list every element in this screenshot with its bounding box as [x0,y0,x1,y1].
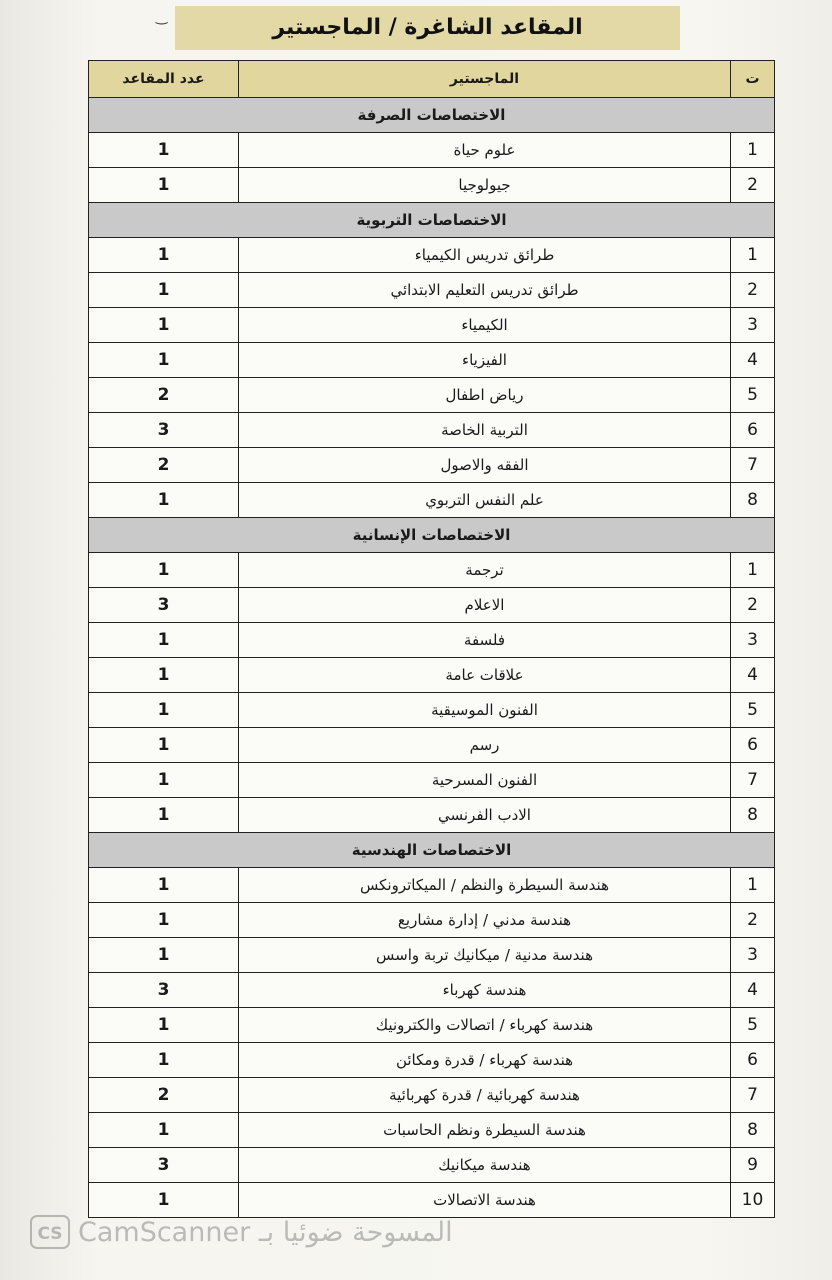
table-row [89,553,775,588]
row-number: 6 [731,728,775,763]
seat-count: 2 [89,1078,239,1113]
row-number: 2 [731,168,775,203]
seat-count: 1 [89,483,239,518]
row-number: 3 [731,623,775,658]
table-row [89,798,775,833]
table-row [89,763,775,798]
row-number: 1 [731,553,775,588]
column-header-program: الماجستير [239,61,731,98]
program-name: رسم [239,728,731,763]
row-number: 5 [731,693,775,728]
seat-count: 1 [89,623,239,658]
program-name: علوم حياة [239,133,731,168]
program-name: التربية الخاصة [239,413,731,448]
section-header-row [89,98,775,133]
row-number: 4 [731,658,775,693]
program-name: ترجمة [239,553,731,588]
table-row [89,623,775,658]
seat-count: 1 [89,238,239,273]
program-name: طرائق تدريس التعليم الابتدائي [239,273,731,308]
row-number: 4 [731,343,775,378]
seat-count: 1 [89,273,239,308]
seat-count: 1 [89,343,239,378]
seat-count: 1 [89,728,239,763]
program-name: الفقه والاصول [239,448,731,483]
program-name: فلسفة [239,623,731,658]
row-number: 5 [731,1008,775,1043]
program-name: هندسة الاتصالات [239,1183,731,1218]
seat-count: 1 [89,938,239,973]
seat-count: 1 [89,308,239,343]
camscanner-logo-icon: CS [30,1215,70,1249]
section-header-row [89,203,775,238]
row-number: 7 [731,1078,775,1113]
seat-count: 1 [89,693,239,728]
program-name: جيولوجيا [239,168,731,203]
table-row [89,1043,775,1078]
seat-count: 3 [89,1148,239,1183]
seat-count: 1 [89,658,239,693]
program-name: هندسة السيطرة والنظم / الميكاترونكس [239,868,731,903]
row-number: 3 [731,308,775,343]
row-number: 10 [731,1183,775,1218]
seat-count: 3 [89,588,239,623]
program-name: رياض اطفال [239,378,731,413]
section-title: الاختصاصات الإنسانية [89,518,775,553]
program-name: علم النفس التربوي [239,483,731,518]
column-header-seats: عدد المقاعد [89,61,239,98]
program-name: هندسة ميكانيك [239,1148,731,1183]
program-name: الفيزياء [239,343,731,378]
table-row [89,903,775,938]
seat-count: 1 [89,903,239,938]
table-row [89,448,775,483]
table-row [89,413,775,448]
row-number: 7 [731,763,775,798]
table-row [89,378,775,413]
seat-count: 1 [89,1183,239,1218]
seat-count: 2 [89,378,239,413]
program-name: الفنون الموسيقية [239,693,731,728]
camscanner-watermark [30,1210,550,1254]
program-name: هندسة السيطرة ونظم الحاسبات [239,1113,731,1148]
seat-count: 1 [89,868,239,903]
page-title: المقاعد الشاغرة / الماجستير [272,15,583,40]
row-number: 3 [731,938,775,973]
program-name: هندسة كهربائية / قدرة كهربائية [239,1078,731,1113]
row-number: 2 [731,273,775,308]
program-name: الاعلام [239,588,731,623]
seat-count: 1 [89,553,239,588]
table-row [89,273,775,308]
row-number: 1 [731,238,775,273]
program-name: علاقات عامة [239,658,731,693]
program-name: هندسة مدنية / ميكانيك تربة واسس [239,938,731,973]
row-number: 1 [731,133,775,168]
row-number: 6 [731,1043,775,1078]
program-name: الفنون المسرحية [239,763,731,798]
section-header-row [89,833,775,868]
seat-count: 3 [89,413,239,448]
table-row [89,938,775,973]
row-number: 8 [731,483,775,518]
section-header-row [89,518,775,553]
seat-count: 1 [89,133,239,168]
program-name: هندسة كهرباء / اتصالات والكترونيك [239,1008,731,1043]
table-row [89,868,775,903]
program-name: طرائق تدريس الكيمياء [239,238,731,273]
row-number: 2 [731,588,775,623]
table-row [89,973,775,1008]
row-number: 2 [731,903,775,938]
section-title: الاختصاصات الهندسية [89,833,775,868]
seat-count: 3 [89,973,239,1008]
seat-count: 1 [89,763,239,798]
table-body [89,98,775,1218]
seat-count: 1 [89,1113,239,1148]
table-row [89,1113,775,1148]
seat-count: 1 [89,1043,239,1078]
row-number: 9 [731,1148,775,1183]
seat-count: 1 [89,798,239,833]
table-row [89,1078,775,1113]
table-row [89,168,775,203]
table-row [89,1008,775,1043]
section-title: الاختصاصات الصرفة [89,98,775,133]
program-name: الكيمياء [239,308,731,343]
row-number: 7 [731,448,775,483]
row-number: 8 [731,798,775,833]
table-row [89,238,775,273]
row-number: 4 [731,973,775,1008]
table-row [89,343,775,378]
table-row [89,693,775,728]
table-row [89,588,775,623]
row-number: 8 [731,1113,775,1148]
program-name: هندسة كهرباء [239,973,731,1008]
table-row [89,308,775,343]
vacant-seats-table [88,60,775,1218]
seat-count: 1 [89,168,239,203]
program-name: الادب الفرنسي [239,798,731,833]
table-row [89,1148,775,1183]
table-row [89,658,775,693]
table-row [89,483,775,518]
row-number: 5 [731,378,775,413]
section-title: الاختصاصات التربوية [89,203,775,238]
row-number: 6 [731,413,775,448]
program-name: هندسة كهرباء / قدرة ومكائن [239,1043,731,1078]
seat-count: 2 [89,448,239,483]
row-number: 1 [731,868,775,903]
table-row [89,728,775,763]
watermark-text: CamScanner المسوحة ضوئيا بـ [78,1216,453,1248]
column-header-number: ت [731,61,775,98]
table-row [89,133,775,168]
table-header-row [89,61,775,98]
pen-mark-icon: ‿ [156,9,168,25]
program-name: هندسة مدني / إدارة مشاريع [239,903,731,938]
seat-count: 1 [89,1008,239,1043]
